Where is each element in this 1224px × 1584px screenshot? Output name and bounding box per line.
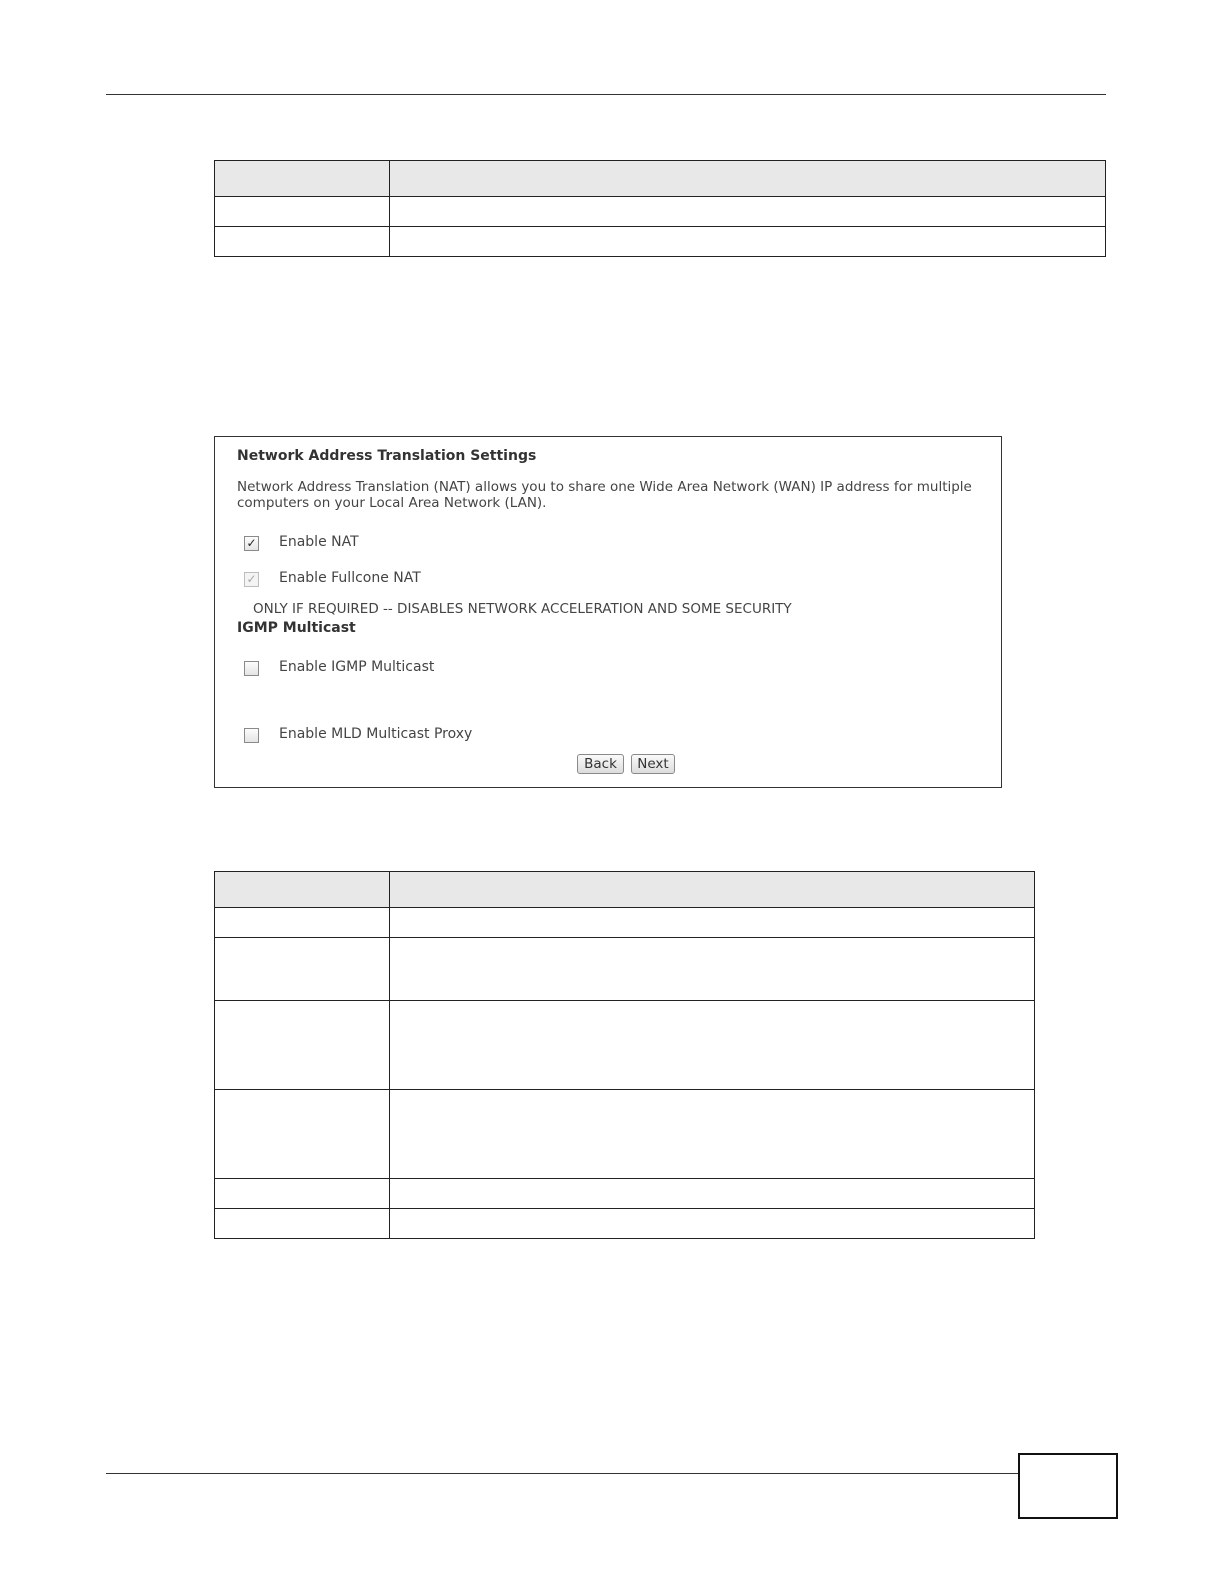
table-cell [215,227,390,257]
table-row [215,197,1106,227]
table-header-cell [215,872,390,908]
table-header-cell [390,161,1106,197]
table-row [215,1001,1035,1090]
table-cell [215,908,390,938]
table-row [215,1179,1035,1209]
enable-igmp-multicast-label: Enable IGMP Multicast [279,659,435,675]
table-cell [215,938,390,1001]
table-row [215,938,1035,1001]
enable-fullcone-nat-label: Enable Fullcone NAT [279,570,421,586]
table-top [214,160,1106,257]
page-number-box [1018,1453,1118,1519]
panel-description: Network Address Translation (NAT) allows you to share one Wide Area Network (WAN) IP address for multiple computers on your Local Area Network (LAN). [237,479,972,511]
table-cell [215,1090,390,1179]
back-button[interactable]: Back [577,754,624,774]
table-cell [215,1209,390,1239]
table-header-cell [215,161,390,197]
next-button[interactable]: Next [631,754,675,774]
table-cell [390,1209,1035,1239]
table-header-cell [390,872,1035,908]
table-cell [215,1001,390,1090]
footer-rule [106,1473,1018,1474]
fullcone-warning: ONLY IF REQUIRED -- DISABLES NETWORK ACCELERATION AND SOME SECURITY [253,601,792,617]
table-cell [390,908,1035,938]
enable-nat-label: Enable NAT [279,534,359,550]
table-row [215,1090,1035,1179]
enable-fullcone-nat-checkbox[interactable]: ✓ [244,572,259,587]
table-row [215,908,1035,938]
table-cell [215,197,390,227]
table-cell [390,1001,1035,1090]
table-header-row [215,161,1106,197]
enable-nat-checkbox[interactable]: ✓ [244,536,259,551]
header-rule [106,94,1106,95]
table-cell [390,938,1035,1001]
enable-mld-multicast-proxy-label: Enable MLD Multicast Proxy [279,726,473,742]
table-row [215,227,1106,257]
enable-mld-multicast-proxy-checkbox[interactable] [244,728,259,743]
enable-igmp-multicast-checkbox[interactable] [244,661,259,676]
table-cell [390,1090,1035,1179]
nat-settings-panel [214,436,1002,788]
igmp-section-title: IGMP Multicast [237,620,356,636]
table-cell [215,1179,390,1209]
table-header-row [215,872,1035,908]
table-row [215,1209,1035,1239]
table-cell [390,1179,1035,1209]
table-cell [390,227,1106,257]
table-cell [390,197,1106,227]
panel-title: Network Address Translation Settings [237,448,537,464]
table-bottom [214,871,1035,1239]
